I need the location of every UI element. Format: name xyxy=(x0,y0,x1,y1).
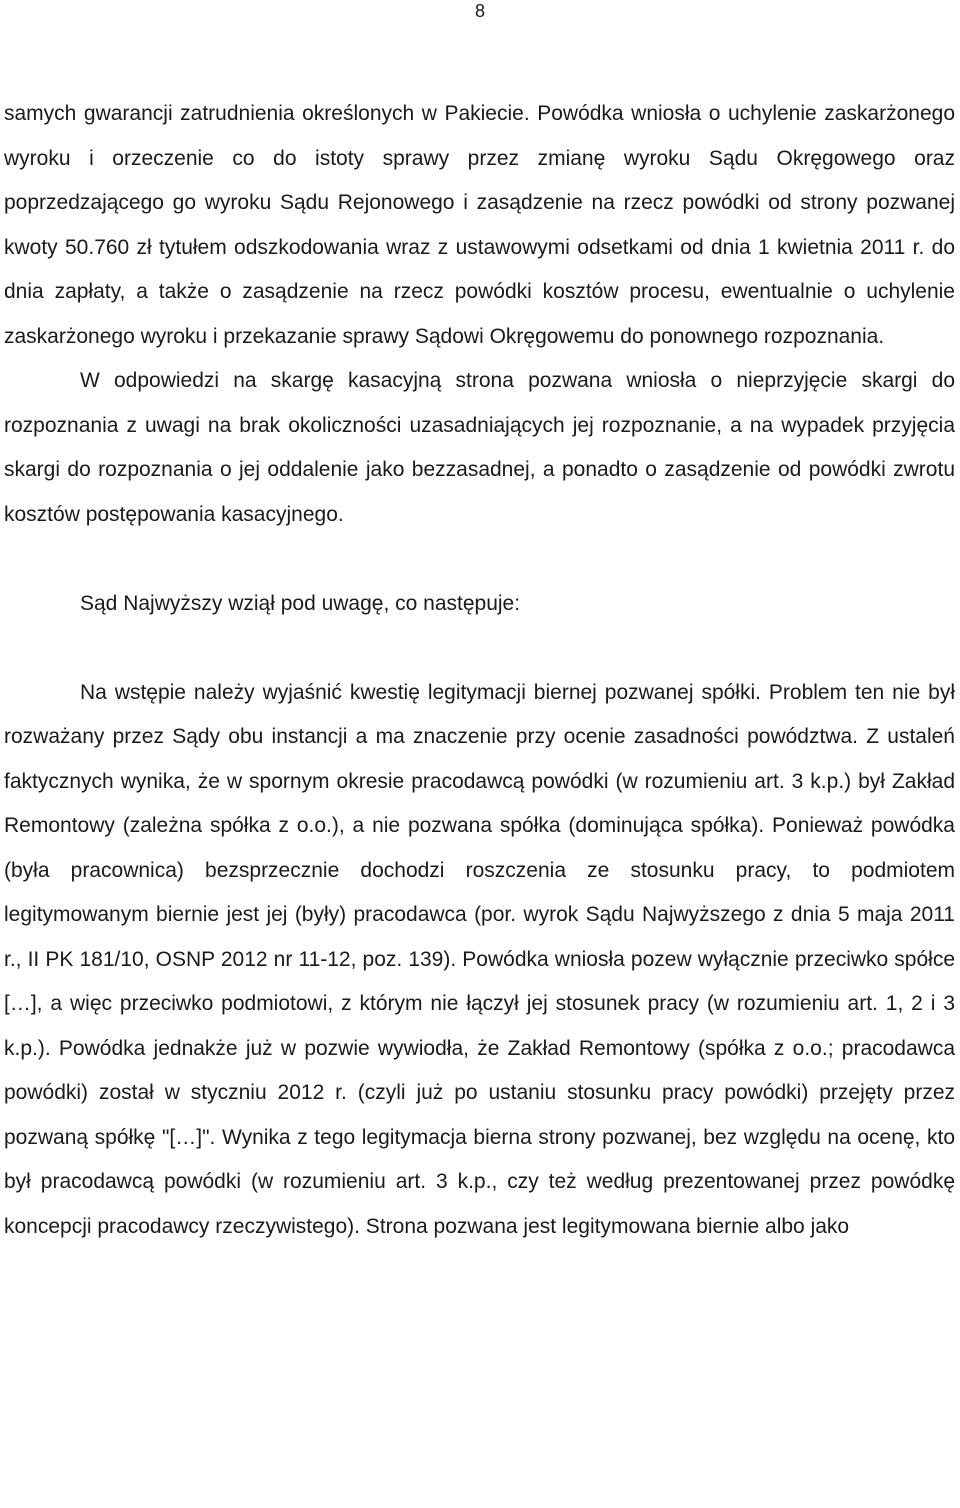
document-body xyxy=(4,92,955,1249)
paragraph-response: W odpowiedzi na skargę kasacyjną strona pozwana wniosła o nieprzyjęcie skargi do rozpoznania z uwagi na brak okoliczności uzasadniających jej rozpoznanie, a na wypadek przyjęcia skargi do rozpoznania o jej oddalenie jako bezzasadnej, a ponadto o zasądzenie od powódki zwrotu kosztów postępowania kasacyjnego. xyxy=(4,369,955,526)
paragraph-spacer xyxy=(4,626,955,671)
section-heading: Sąd Najwyższy wziął pod uwagę, co następuje: xyxy=(80,591,521,615)
page-number: 8 xyxy=(474,1,485,21)
paragraph-spacer xyxy=(4,537,955,582)
paragraph-legitimacy: Na wstępie należy wyjaśnić kwestię legitymacji biernej pozwanej spółki. Problem ten nie był rozważany przez Sądy obu instancji a ma znaczenie przy ocenie zasadności powództwa. Z ustaleń faktycznych wynika, że w spornym okresie pracodawcą powódki (w rozumieniu art. 3 k.p.) był Zakład Remontowy (zależna spółka z o.o.), a nie pozwana spółka (dominująca spółka). Ponieważ powódka (była pracownica) bezsprzecznie dochodzi roszczenia ze stosunku pracy, to podmiotem legitymowanym biernie jest jej (były) pracodawca (por. wyrok Sądu Najwyższego z dnia 5 maja 2011 r., II PK 181/10, OSNP 2012 nr 11-12, poz. 139). Powódka wniosła pozew wyłącznie przeciwko spółce […], a więc przeciwko podmiotowi, z którym nie łączył jej stosunek pracy (w rozumieniu art. 1, 2 i 3 k.p.). Powódka jednakże już w pozwie wywiodła, że Zakład Remontowy (spółka z o.o.; pracodawca powódki) został w styczniu 2012 r. (czyli już po ustaniu stosunku pracy powódki) przejęty przez pozwaną spółkę "[…]". Wynika z tego legitymacja bierna strony pozwanej, bez względu na ocenę, kto był pracodawcą powódki (w rozumieniu art. 3 k.p., czy też według prezentowanej przez powódkę koncepcji pracodawcy rzeczywistego). Strona pozwana jest legitymowana biernie albo jako xyxy=(4,680,955,1238)
paragraph-claims: samych gwarancji zatrudnienia określonych w Pakiecie. Powódka wniosła o uchylenie zaskarżonego wyroku i orzeczenie co do istoty sprawy przez zmianę wyroku Sądu Okręgowego oraz poprzedzającego go wyroku Sądu Rejonowego i zasądzenie na rzecz powódki od strony pozwanej kwoty 50.760 zł tytułem odszkodowania wraz z ustawowymi odsetkami od dnia 1 kwietnia 2011 r. do dnia zapłaty, a także o zasądzenie na rzecz powódki kosztów procesu, ewentualnie o uchylenie zaskarżonego wyroku i przekazanie sprawy Sądowi Okręgowemu do ponownego rozpoznania. xyxy=(4,102,955,348)
